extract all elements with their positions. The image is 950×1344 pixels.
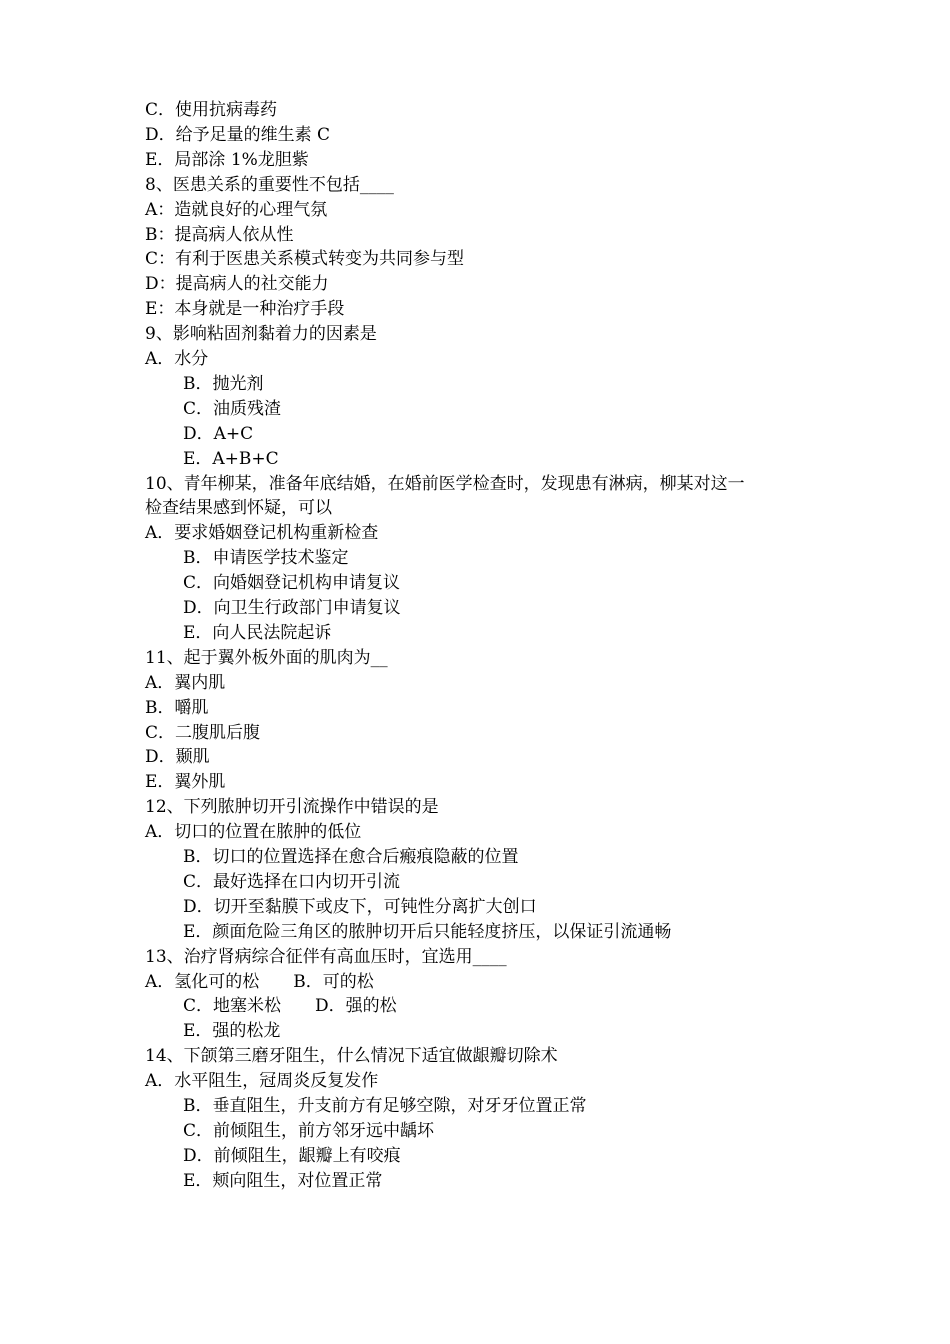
answer-option: A．翼内肌 [145, 672, 226, 693]
answer-option: C．最好选择在口内切开引流 [183, 871, 401, 892]
question-text: 9、影响粘固剂黏着力的因素是 [145, 324, 377, 345]
answer-option: D．给予足量的维生素 C [145, 124, 331, 145]
question-text: 13、治疗肾病综合征伴有高血压时，宜选用____ [145, 946, 507, 967]
answer-option: C．二腹肌后腹 [145, 722, 261, 743]
answer-option: B．抛光剂 [183, 373, 264, 394]
answer-option: A．水平阻生，冠周炎反复发作 [145, 1071, 379, 1092]
answer-option: B．嚼肌 [145, 697, 209, 718]
answer-option: C．向婚姻登记机构申请复议 [183, 573, 401, 594]
answer-option: B．垂直阻生，升支前方有足够空隙，对牙牙位置正常 [183, 1096, 587, 1116]
answer-option: E．局部涂 1%龙胆紫 [145, 149, 309, 170]
answer-option: 检查结果感到怀疑，可以 [145, 498, 332, 519]
answer-option: D．切开至黏膜下或皮下，可钝性分离扩大创口 [183, 896, 537, 917]
answer-option: D．向卫生行政部门申请复议 [183, 598, 401, 618]
answer-option: E．颜面危险三角区的脓肿切开后只能轻度挤压，以保证引流通畅 [183, 921, 672, 942]
answer-option: A．要求婚姻登记机构重新检查 [145, 523, 379, 544]
answer-option: A．切口的位置在脓肿的低位 [145, 822, 362, 843]
question-text: 8、医患关系的重要性不包括____ [145, 174, 394, 195]
answer-option: C．油质残渣 [183, 398, 282, 419]
question-text: 11、起于翼外板外面的肌肉为__ [145, 647, 388, 668]
answer-option: A．氢化可的松 B．可的松 [145, 971, 374, 992]
answer-option: E．强的松龙 [183, 1021, 281, 1042]
answer-option: E．颊向阻生，对位置正常 [183, 1170, 383, 1191]
answer-option: D．颞肌 [145, 747, 210, 768]
answer-option: B．切口的位置选择在愈合后瘢痕隐蔽的位置 [183, 847, 519, 867]
answer-option: E．向人民法院起诉 [183, 622, 332, 643]
answer-option: E：本身就是一种治疗手段 [145, 299, 345, 320]
answer-option: E．翼外肌 [145, 772, 226, 793]
answer-option: C．使用抗病毒药 [145, 100, 278, 120]
question-text: 14、下颌第三磨牙阻生，什么情况下适宜做龈瓣切除术 [145, 1046, 558, 1067]
question-text: 12、下列脓肿切开引流操作中错误的是 [145, 797, 439, 818]
answer-option: D．A+C [183, 423, 254, 444]
answer-option: C．地塞米松 D．强的松 [183, 996, 397, 1017]
answer-option: C．前倾阻生，前方邻牙远中龋坏 [183, 1120, 435, 1141]
answer-option: B．申请医学技术鉴定 [183, 548, 349, 569]
answer-option: A．水分 [145, 349, 209, 369]
answer-option: D．前倾阻生，龈瓣上有咬痕 [183, 1145, 401, 1166]
question-text: 10、青年柳某，准备年底结婚，在婚前医学检查时，发现患有淋病，柳某对这一 [145, 473, 745, 494]
answer-option: B：提高病人依从性 [145, 224, 294, 245]
answer-option: E．A+B+C [183, 448, 279, 469]
answer-option: A：造就良好的心理气氛 [145, 199, 328, 220]
answer-option: C：有利于医患关系模式转变为共同参与型 [145, 249, 465, 270]
answer-option: D：提高病人的社交能力 [145, 274, 329, 295]
